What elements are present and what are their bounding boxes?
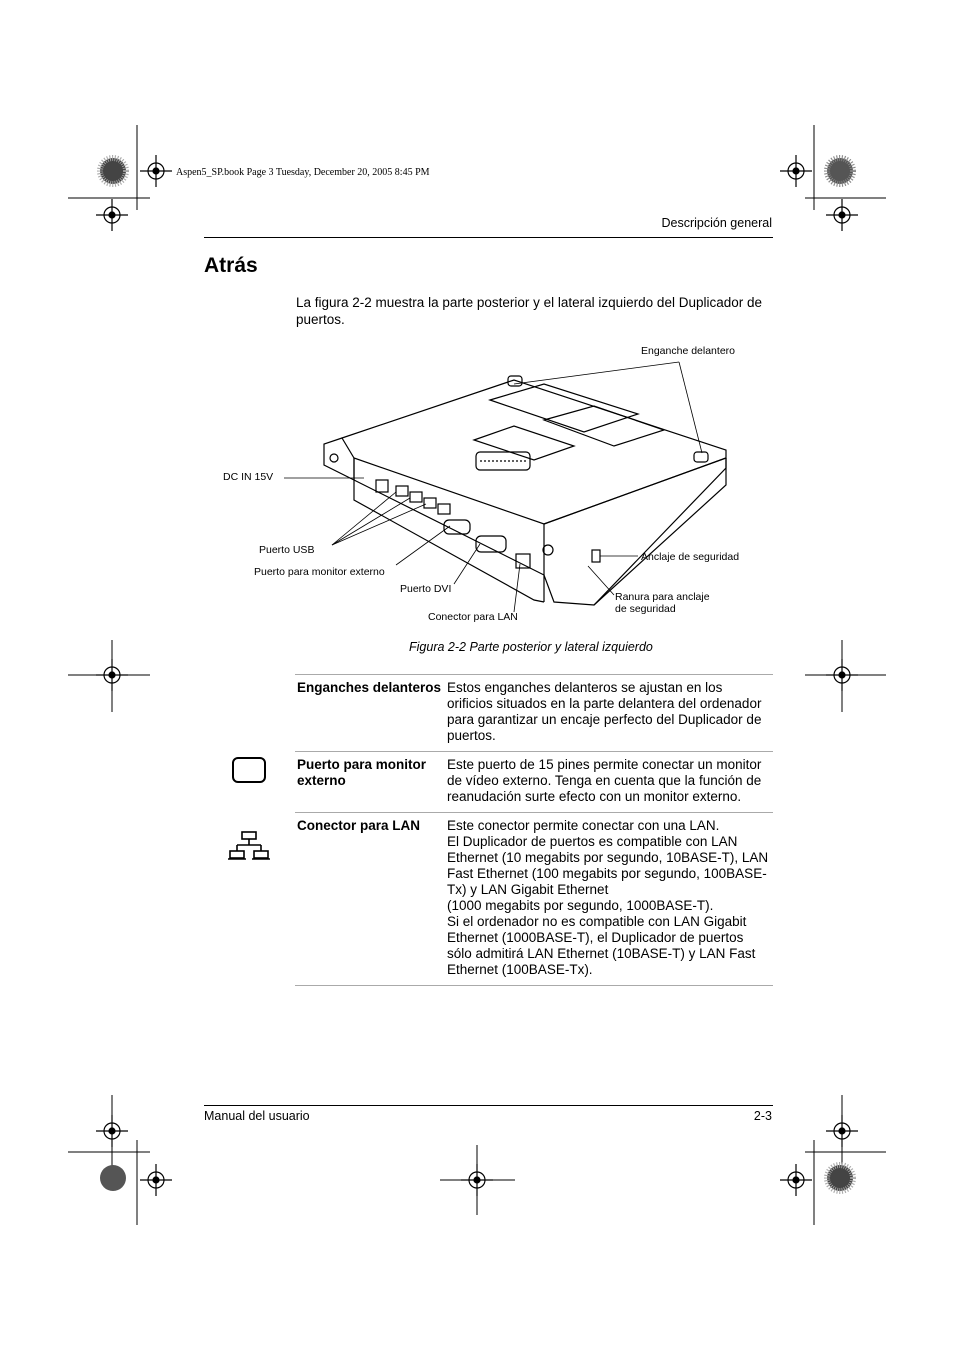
table-row — [295, 813, 773, 986]
section-title: Atrás — [204, 254, 258, 277]
lan-icon — [228, 830, 272, 862]
label-front-latch: Enganche delantero — [641, 345, 735, 357]
monitor-icon — [230, 756, 270, 786]
port-replicator-drawing — [214, 340, 774, 630]
description: Este puerto de 15 pines permite conectar un monitor de vídeo externo. Tenga en cuenta que la función de reanudación surte efecto con un monitor externo. — [445, 752, 773, 813]
label-monitor: Puerto para monitor externo — [254, 566, 385, 578]
label-dvi: Puerto DVI — [400, 583, 452, 595]
label-dc-in: DC IN 15V — [223, 471, 274, 483]
label-security-slot: Ranura para anclaje de seguridad — [615, 591, 710, 615]
term: Puerto para monitor externo — [295, 752, 445, 813]
running-head: Descripción general — [661, 216, 772, 230]
label-security-anchor: Anclaje de seguridad — [641, 551, 740, 563]
table-row — [295, 675, 773, 752]
footer-rule — [204, 1105, 773, 1106]
port-replicator-figure — [214, 340, 774, 630]
term: Conector para LAN — [295, 813, 445, 986]
label-lan: Conector para LAN — [428, 611, 518, 623]
figure-caption: Figura 2-2 Parte posterior y lateral izquierdo — [409, 640, 653, 654]
footer-title: Manual del usuario — [204, 1109, 310, 1123]
description: Estos enganches delanteros se ajustan en los orificios situados en la parte delantera del ordenador para garantizar un encaje perfecto del Duplicador de puertos. — [445, 675, 773, 752]
header-rule — [204, 237, 773, 238]
description: Este conector permite conectar con una LAN. El Duplicador de puertos es compatible con LAN Ethernet (10 megabits por segundo, 10BASE-T), LAN Fast Ethernet (100 megabits por segundo, 100BASE-Tx) y LAN Gigabit Ethernet (1000 megabits por segundo, 1000BASE-T). Si el ordenador no es compatible con LAN Gigabit Ethernet (1000BASE-T), el Duplicador de puertos sólo admitirá LAN Ethernet (10BASE-T) y LAN Fast Ethernet (100BASE-Tx). — [445, 813, 773, 986]
table-row — [295, 752, 773, 813]
page-number: 2-3 — [753, 1109, 772, 1123]
definition-table — [295, 674, 773, 986]
term: Enganches delanteros — [295, 675, 445, 752]
print-slug: Aspen5_SP.book Page 3 Tuesday, December 20, 2005 8:45 PM — [176, 167, 430, 178]
intro-paragraph: La figura 2-2 muestra la parte posterior y el lateral izquierdo del Duplicador de puertos. — [296, 295, 763, 327]
label-usb: Puerto USB — [259, 544, 315, 556]
